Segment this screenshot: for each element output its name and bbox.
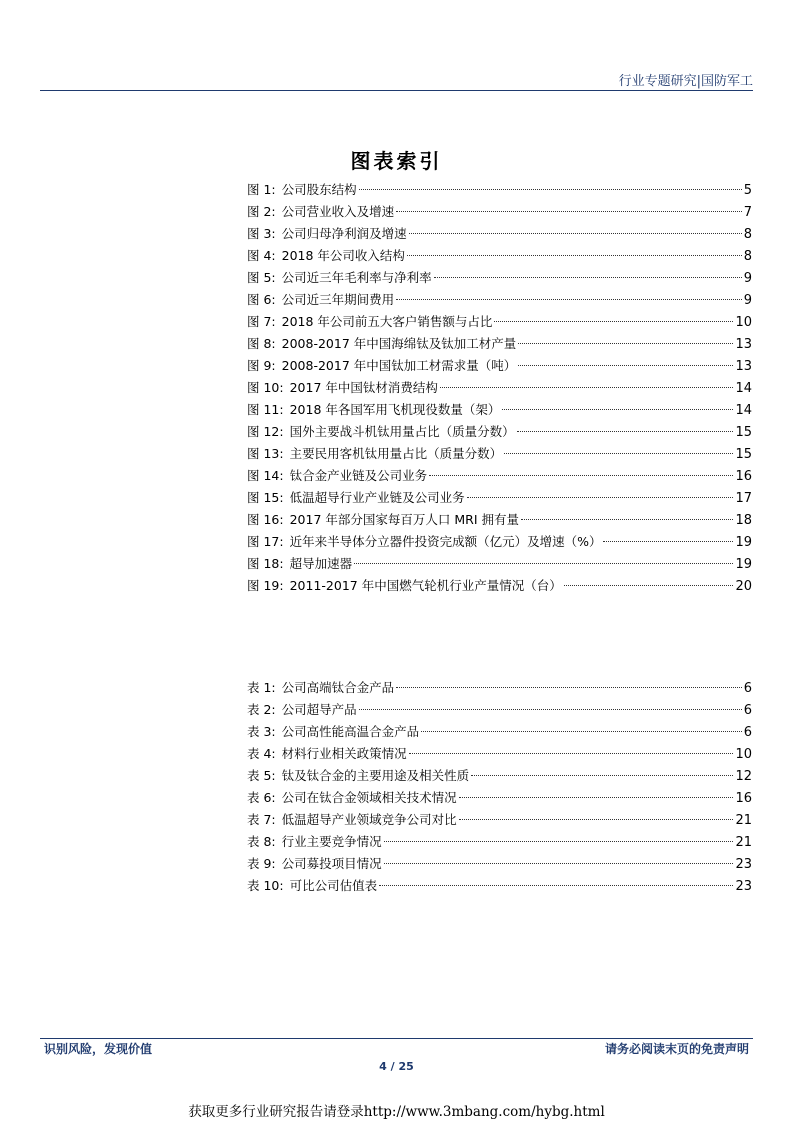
dot-leader	[379, 885, 733, 886]
dot-leader	[429, 475, 733, 476]
dot-leader	[521, 519, 733, 520]
entry-title: 可比公司估值表	[289, 878, 378, 893]
figure-index-entry[interactable]	[247, 355, 752, 377]
entry-page-number: 23	[735, 857, 752, 872]
entry-label: 图 11:	[247, 402, 284, 417]
entry-label: 图 8:	[247, 336, 276, 351]
entry-label: 图 16:	[247, 512, 284, 527]
entry-label: 图 6:	[247, 292, 276, 307]
entry-title: 公司超导产品	[281, 702, 357, 717]
table-index-entry[interactable]	[247, 721, 752, 743]
figure-index-entry[interactable]	[247, 245, 752, 267]
entry-title: 公司股东结构	[281, 182, 357, 197]
entry-title: 近年来半导体分立器件投资完成额（亿元）及增速（%）	[289, 534, 602, 549]
page-number: 4 / 25	[379, 1060, 414, 1073]
entry-title: 国外主要战斗机钛用量占比（质量分数）	[289, 424, 515, 439]
entry-page-number: 10	[735, 315, 752, 330]
entry-page-number: 9	[743, 293, 752, 308]
figure-index-entry[interactable]	[247, 311, 752, 333]
table-index-entry[interactable]	[247, 853, 752, 875]
table-index-list	[247, 677, 752, 897]
figure-index-entry[interactable]	[247, 399, 752, 421]
entry-label: 图 2:	[247, 204, 276, 219]
entry-label: 表 4:	[247, 746, 276, 761]
entry-label: 图 1:	[247, 182, 276, 197]
dot-leader	[467, 497, 734, 498]
entry-title: 材料行业相关政策情况	[281, 746, 407, 761]
entry-page-number: 16	[735, 469, 752, 484]
entry-label: 图 17:	[247, 534, 284, 549]
table-index-entry[interactable]	[247, 765, 752, 787]
entry-title: 钛合金产业链及公司业务	[289, 468, 428, 483]
entry-page-number: 13	[735, 359, 752, 374]
entry-title: 2017 年部分国家每百万人口 MRI 拥有量	[289, 512, 519, 527]
entry-page-number: 8	[743, 227, 752, 242]
promo-link[interactable]: 获取更多行业研究报告请登录http://www.3mbang.com/hybg.html	[188, 1104, 605, 1120]
entry-label: 表 3:	[247, 724, 276, 739]
entry-page-number: 21	[735, 813, 752, 828]
dot-leader	[518, 365, 733, 366]
entry-title: 公司高端钛合金产品	[281, 680, 395, 695]
dot-leader	[459, 819, 734, 820]
entry-page-number: 14	[735, 381, 752, 396]
dot-leader	[384, 841, 734, 842]
entry-page-number: 13	[735, 337, 752, 352]
entry-label: 图 14:	[247, 468, 284, 483]
dot-leader	[440, 387, 734, 388]
entry-page-number: 16	[735, 791, 752, 806]
dot-leader	[409, 233, 742, 234]
dot-leader	[517, 431, 734, 432]
dot-leader	[603, 541, 733, 542]
entry-page-number: 6	[743, 725, 752, 740]
dot-leader	[421, 731, 742, 732]
table-index-entry[interactable]	[247, 831, 752, 853]
dot-leader	[502, 409, 733, 410]
dot-leader	[494, 321, 733, 322]
table-index-entry[interactable]	[247, 809, 752, 831]
entry-title: 2011-2017 年中国燃气轮机行业产量情况（台）	[289, 578, 562, 593]
dot-leader	[396, 211, 742, 212]
figure-index-entry[interactable]	[247, 443, 752, 465]
dot-leader	[504, 453, 733, 454]
entry-title: 2018 年公司收入结构	[281, 248, 405, 263]
dot-leader	[396, 687, 742, 688]
figure-index-entry[interactable]	[247, 487, 752, 509]
footer-slogan: 识别风险，发现价值	[44, 1042, 153, 1056]
entry-page-number: 10	[735, 747, 752, 762]
figure-index-entry[interactable]	[247, 267, 752, 289]
entry-page-number: 6	[743, 681, 752, 696]
entry-label: 图 18:	[247, 556, 284, 571]
entry-page-number: 7	[743, 205, 752, 220]
figure-index-entry[interactable]	[247, 201, 752, 223]
entry-page-number: 15	[735, 425, 752, 440]
entry-page-number: 12	[735, 769, 752, 784]
dot-leader	[434, 277, 742, 278]
entry-page-number: 23	[735, 879, 752, 894]
entry-label: 表 10:	[247, 878, 284, 893]
table-index-entry[interactable]	[247, 787, 752, 809]
table-index-entry[interactable]	[247, 743, 752, 765]
entry-title: 超导加速器	[289, 556, 353, 571]
entry-label: 图 4:	[247, 248, 276, 263]
entry-title: 公司高性能高温合金产品	[281, 724, 420, 739]
entry-title: 公司营业收入及增速	[281, 204, 395, 219]
entry-label: 图 13:	[247, 446, 284, 461]
entry-page-number: 5	[743, 183, 752, 198]
entry-title: 公司近三年期间费用	[281, 292, 395, 307]
entry-page-number: 8	[743, 249, 752, 264]
entry-label: 图 12:	[247, 424, 284, 439]
entry-title: 2017 年中国钛材消费结构	[289, 380, 438, 395]
entry-page-number: 21	[735, 835, 752, 850]
figure-index-list	[247, 179, 752, 597]
entry-label: 表 9:	[247, 856, 276, 871]
entry-label: 表 7:	[247, 812, 276, 827]
report-category-title: 行业专题研究|国防军工	[618, 74, 753, 89]
entry-title: 低温超导产业领域竞争公司对比	[281, 812, 457, 827]
entry-page-number: 6	[743, 703, 752, 718]
entry-title: 2018 年公司前五大客户销售额与占比	[281, 314, 493, 329]
entry-label: 图 19:	[247, 578, 284, 593]
entry-page-number: 18	[735, 513, 752, 528]
figure-index-entry[interactable]	[247, 333, 752, 355]
figure-index-entry[interactable]	[247, 377, 752, 399]
footer-divider	[40, 1038, 753, 1039]
dot-leader	[409, 753, 734, 754]
figure-index-entry[interactable]	[247, 179, 752, 201]
figure-index-entry[interactable]	[247, 553, 752, 575]
dot-leader	[396, 299, 742, 300]
dot-leader	[359, 189, 742, 190]
dot-leader	[359, 709, 742, 710]
entry-title: 2018 年各国军用飞机现役数量（架）	[289, 402, 501, 417]
entry-page-number: 19	[735, 535, 752, 550]
entry-page-number: 17	[735, 491, 752, 506]
dot-leader	[459, 797, 734, 798]
figure-index-entry[interactable]	[247, 223, 752, 245]
entry-label: 图 5:	[247, 270, 276, 285]
entry-label: 表 6:	[247, 790, 276, 805]
entry-title: 2008-2017 年中国钛加工材需求量（吨）	[281, 358, 517, 373]
entry-label: 图 15:	[247, 490, 284, 505]
entry-title: 行业主要竞争情况	[281, 834, 382, 849]
header-divider	[40, 90, 753, 91]
table-index-entry[interactable]	[247, 699, 752, 721]
entry-title: 公司在钛合金领域相关技术情况	[281, 790, 457, 805]
entry-page-number: 19	[735, 557, 752, 572]
entry-title: 公司近三年毛利率与净利率	[281, 270, 432, 285]
entry-page-number: 9	[743, 271, 752, 286]
entry-title: 公司归母净利润及增速	[281, 226, 407, 241]
entry-label: 表 5:	[247, 768, 276, 783]
figure-index-entry[interactable]	[247, 465, 752, 487]
figure-index-entry[interactable]	[247, 509, 752, 531]
entry-label: 表 2:	[247, 702, 276, 717]
dot-leader	[518, 343, 733, 344]
entry-label: 表 1:	[247, 680, 276, 695]
entry-label: 图 10:	[247, 380, 284, 395]
figure-index-entry[interactable]	[247, 575, 752, 597]
entry-page-number: 20	[735, 579, 752, 594]
entry-label: 图 7:	[247, 314, 276, 329]
figure-index-entry[interactable]	[247, 421, 752, 443]
dot-leader	[407, 255, 742, 256]
entry-title: 2008-2017 年中国海绵钛及钛加工材产量	[281, 336, 517, 351]
table-index-entry[interactable]	[247, 875, 752, 897]
toc-title: 图表索引	[350, 149, 443, 173]
entry-title: 钛及钛合金的主要用途及相关性质	[281, 768, 470, 783]
figure-index-entry[interactable]	[247, 289, 752, 311]
entry-label: 图 3:	[247, 226, 276, 241]
dot-leader	[354, 563, 733, 564]
entry-label: 图 9:	[247, 358, 276, 373]
entry-page-number: 14	[735, 403, 752, 418]
table-index-entry[interactable]	[247, 677, 752, 699]
dot-leader	[384, 863, 734, 864]
footer-disclaimer-link[interactable]: 请务必阅读末页的免责声明	[604, 1042, 749, 1056]
entry-title: 低温超导行业产业链及公司业务	[289, 490, 465, 505]
entry-title: 主要民用客机钛用量占比（质量分数）	[289, 446, 503, 461]
dot-leader	[564, 585, 734, 586]
dot-leader	[471, 775, 733, 776]
entry-label: 表 8:	[247, 834, 276, 849]
entry-page-number: 15	[735, 447, 752, 462]
entry-title: 公司募投项目情况	[281, 856, 382, 871]
figure-index-entry[interactable]	[247, 531, 752, 553]
